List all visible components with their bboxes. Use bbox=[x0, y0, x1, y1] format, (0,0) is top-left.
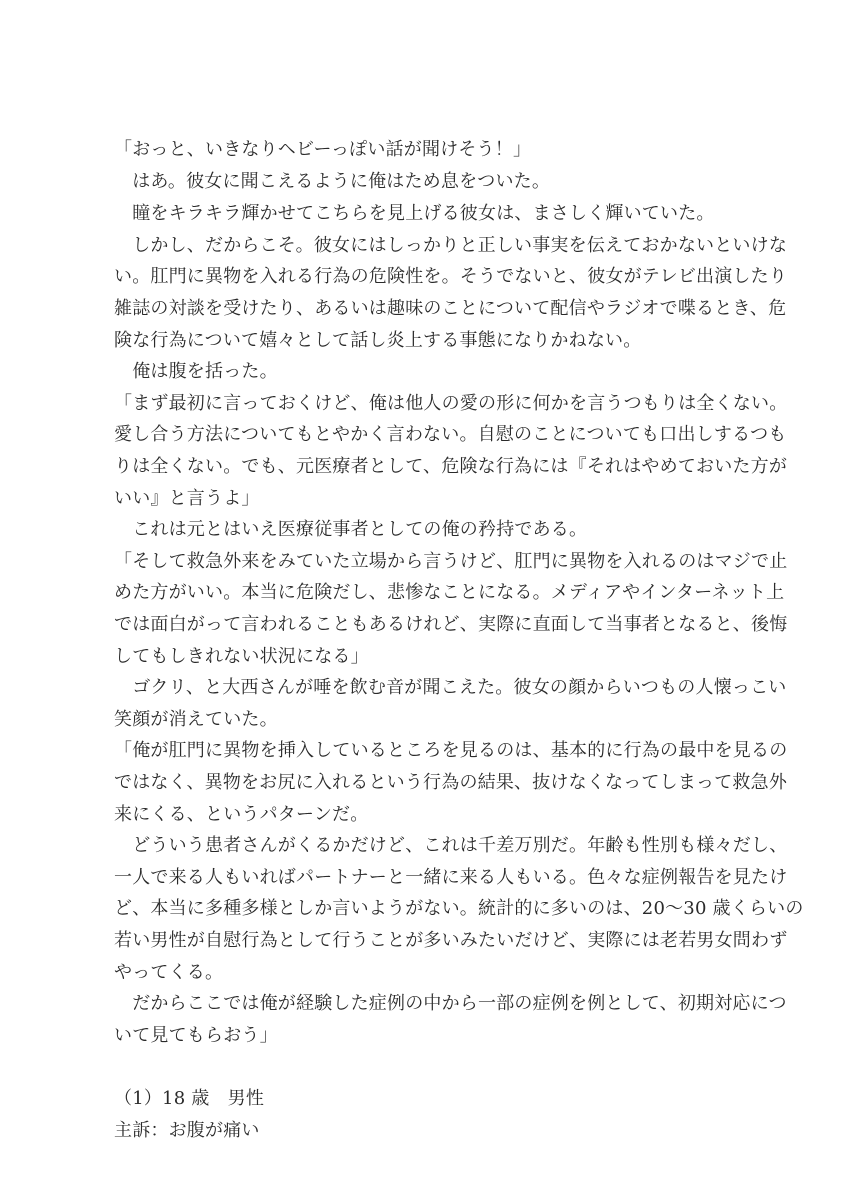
text-line: 来にくる、というパターンだ。 bbox=[114, 804, 369, 825]
text-line: では面白がって言われることもあるけれど、実際に直面して当事者となると、後悔 bbox=[114, 614, 788, 635]
chief-complaint: 主訴：お腹が痛い bbox=[114, 1120, 260, 1141]
text-line: 「まず最初に言っておくけど、俺は他人の愛の形に何かを言うつもりは全くない。 bbox=[114, 393, 788, 414]
text-line: だからここでは俺が経験した症例の中から一部の症例を例として、初期対応につ bbox=[114, 993, 787, 1014]
text-line: 険な行為について嬉々として話し炎上する事態になりかねない。 bbox=[114, 330, 642, 351]
text-line: いい』と言うよ」 bbox=[114, 488, 260, 509]
text-line: いて見てもらおう」 bbox=[114, 1025, 278, 1046]
text-line: 若い男性が自慰行為として行うことが多いみたいだけど、実際には老若男女問わず bbox=[114, 930, 788, 951]
text-line: 笑顔が消えていた。 bbox=[114, 709, 278, 730]
text-line: 「俺が肛門に異物を挿入しているところを見るのは、基本的に行為の最中を見るの bbox=[114, 740, 788, 761]
text-line: ど、本当に多種多様としか言いようがない。統計的に多いのは、20〜30 歳くらいの bbox=[114, 898, 804, 919]
text-line: 「そして救急外来をみていた立場から言うけど、肛門に異物を入れるのはマジで止 bbox=[114, 551, 788, 572]
text-line: い。肛門に異物を入れる行為の危険性を。そうでないと、彼女がテレビ出演したり bbox=[114, 266, 788, 287]
text-line: ゴクリ、と大西さんが唾を飲む音が聞こえた。彼女の顔からいつもの人懐っこい bbox=[114, 677, 787, 698]
text-line: してもしきれない状況になる」 bbox=[114, 646, 369, 667]
case-heading: （1）18 歳 男性 bbox=[114, 1088, 265, 1109]
text-line: しかし、だからこそ。彼女にはしっかりと正しい事実を伝えておかないといけな bbox=[114, 235, 788, 256]
text-line: やってくる。 bbox=[114, 962, 224, 983]
text-line: 「おっと、いきなりヘビーっぽい話が聞けそう！」 bbox=[114, 139, 532, 160]
text-line: これは元とはいえ医療従事者としての俺の矜持である。 bbox=[114, 519, 588, 540]
text-line: はあ。彼女に聞こえるように俺はため息をついた。 bbox=[114, 171, 551, 192]
text-line: めた方がいい。本当に危険だし、悲惨なことになる。メディアやインターネット上 bbox=[114, 582, 785, 603]
text-line: どういう患者さんがくるかだけど、これは千差万別だ。年齢も性別も様々だし、 bbox=[114, 835, 788, 856]
text-line: 瞳をキラキラ輝かせてこちらを見上げる彼女は、まさしく輝いていた。 bbox=[114, 203, 715, 224]
text-line: 雑誌の対談を受けたり、あるいは趣味のことについて配信やラジオで喋るとき、危 bbox=[114, 298, 787, 319]
text-line: ではなく、異物をお尻に入れるという行為の結果、抜けなくなってしまって救急外 bbox=[114, 772, 788, 793]
text-line: りは全くない。でも、元医療者として、危険な行為には『それはやめておいた方が bbox=[114, 456, 788, 477]
text-line: 愛し合う方法についてもとやかく言わない。自慰のことについても口出しするつも bbox=[114, 424, 787, 445]
text-line: 一人で来る人もいればパートナーと一緒に来る人もいる。色々な症例報告を見たけ bbox=[114, 867, 788, 888]
text-line: 俺は腹を括った。 bbox=[114, 361, 278, 382]
